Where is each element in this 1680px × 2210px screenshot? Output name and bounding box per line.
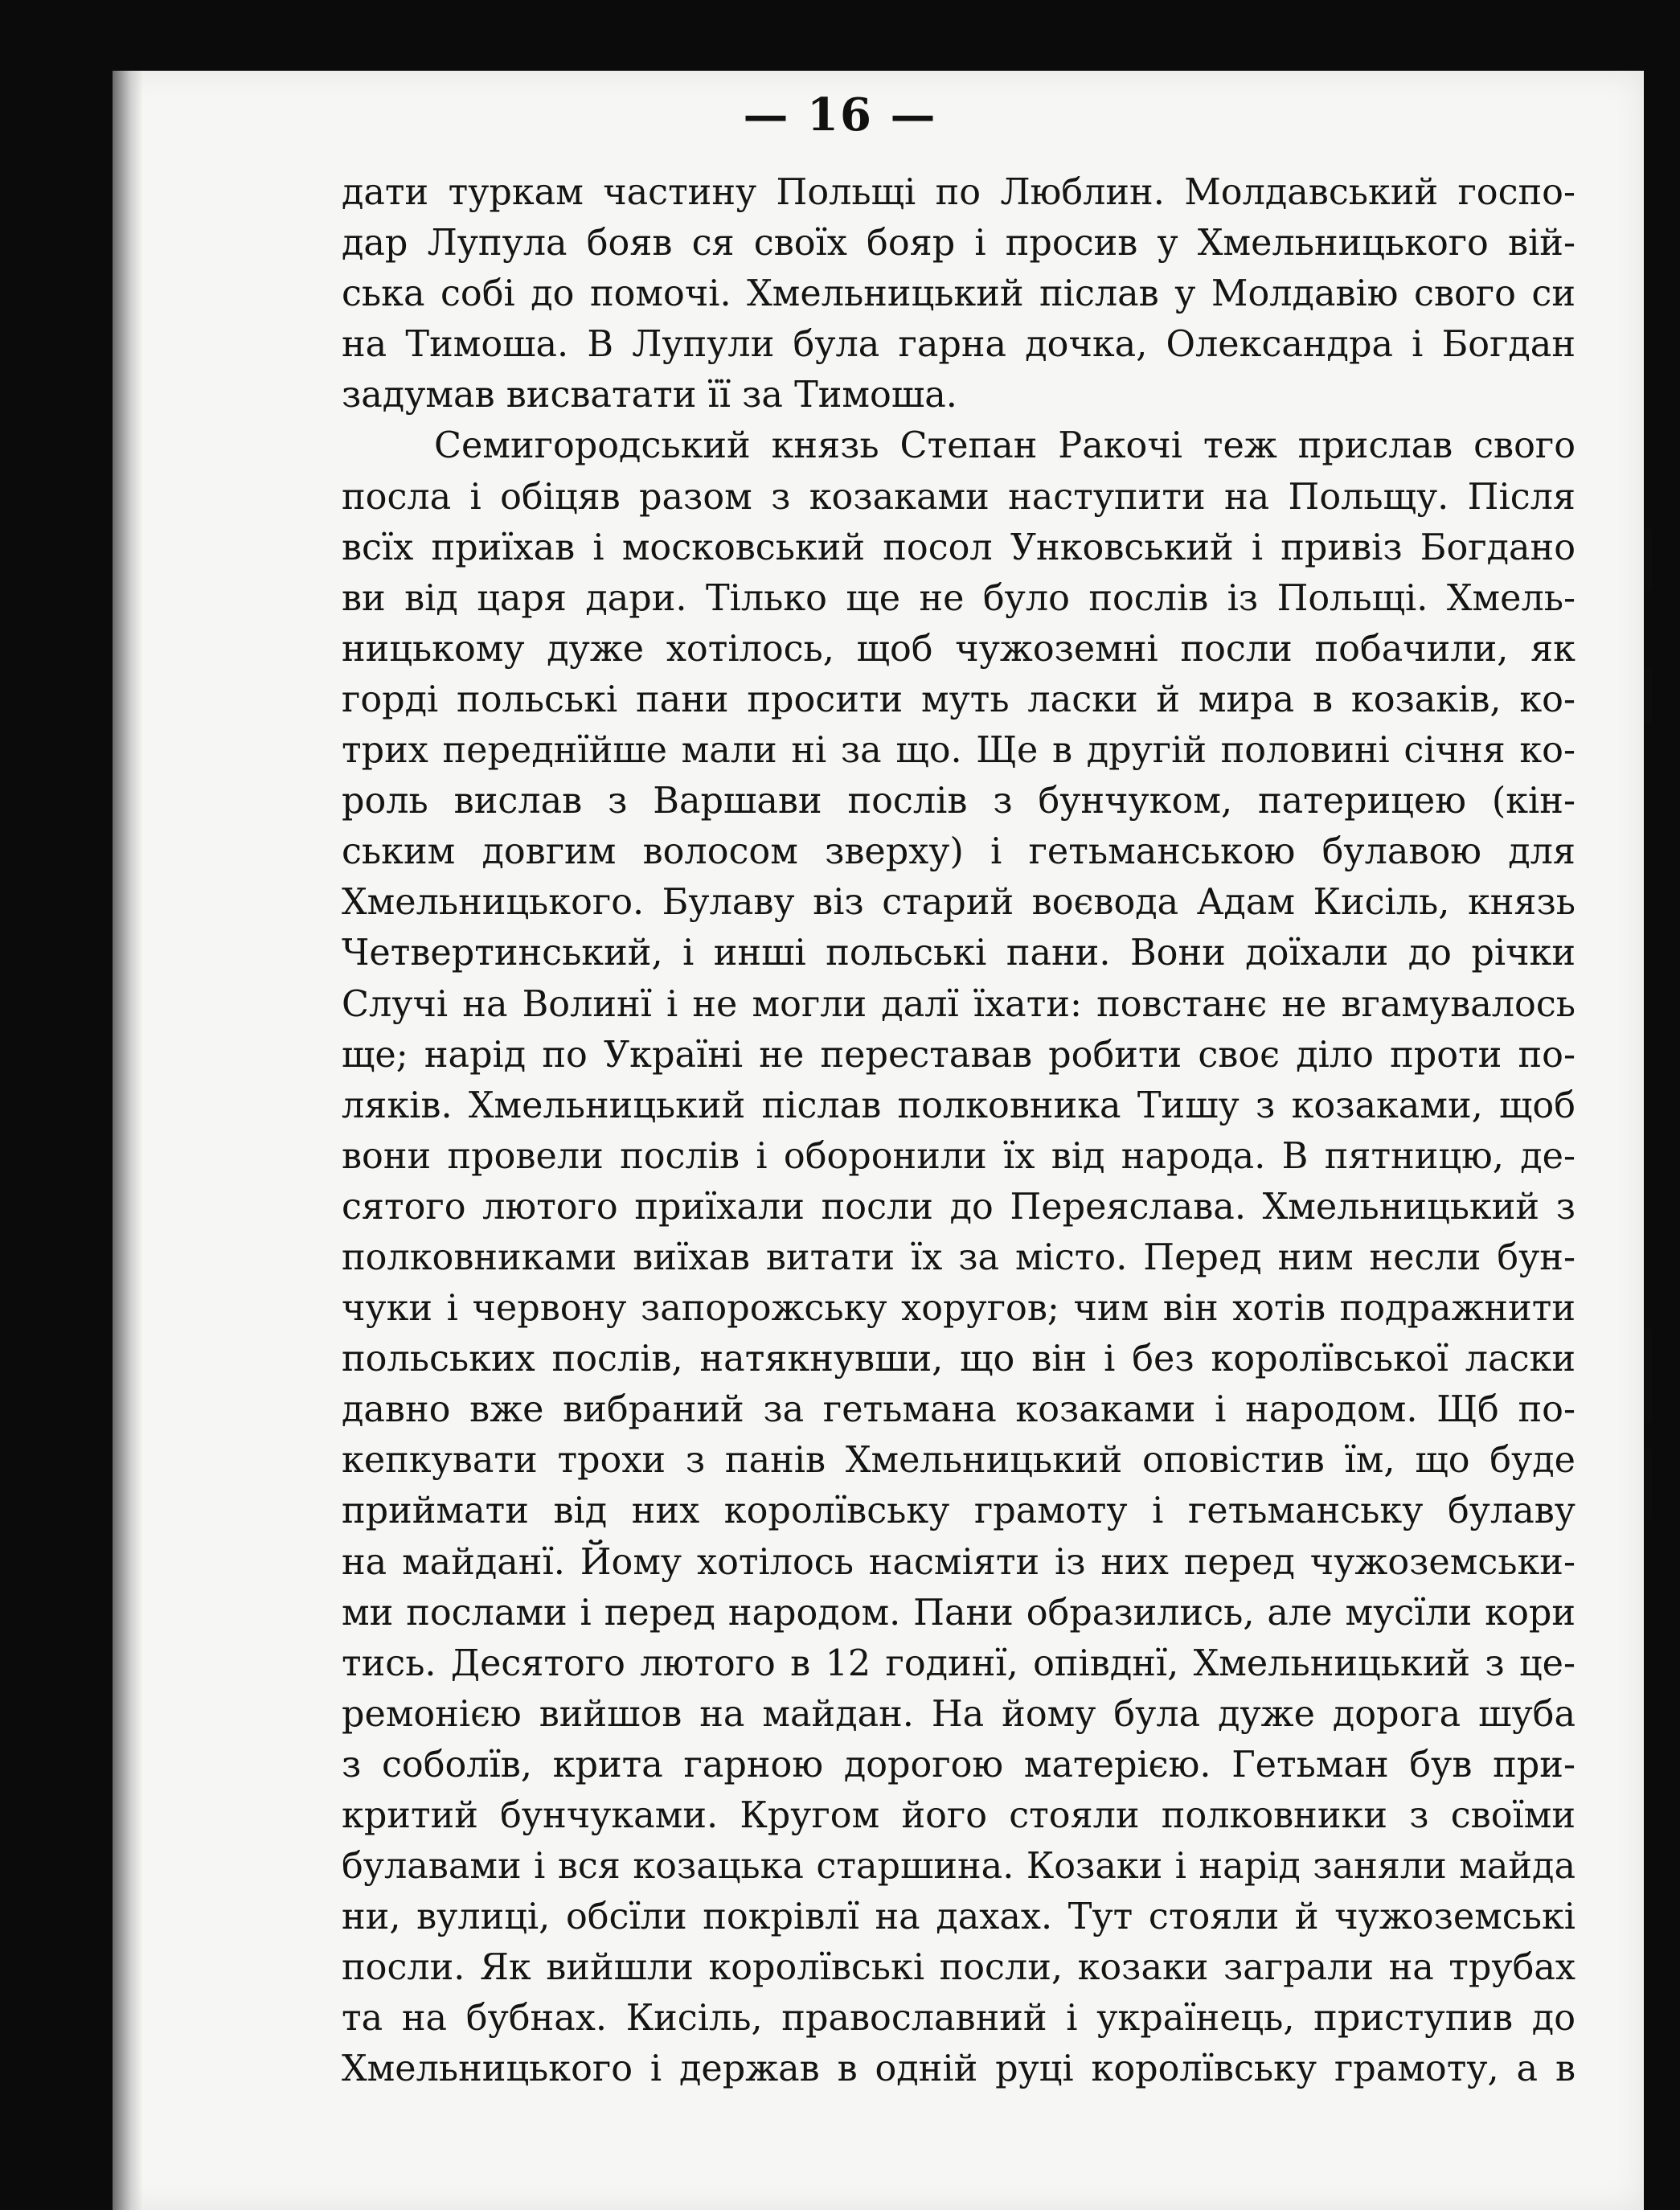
text-line: Хмельницького. Булаву віз старий воєвода Адам Кисіль, князь [342,882,1576,924]
text-line: посла і обіцяв разом з козаками наступити на Польщу. Після [342,476,1576,518]
margin-scan-mark [1645,1447,1652,1519]
text-line: на Тимоша. В Лупули була гарна дочка, Олександра і Богдан [342,324,1576,366]
page-number: — 16 — [743,88,937,141]
text-line: полковниками виїхав витати їх за місто. Перед ним несли бун- [342,1236,1576,1278]
paragraph-start-line: Семигородський князь Степан Ракочі теж прислав свого [434,425,1576,467]
text-line: ським довгим волосом зверху) і гетьманською булавою для [342,831,1576,873]
text-line: задумав висватати її за Тимоша. [342,375,957,416]
text-line: кепкувати трохи з панів Хмельницький оповістив їм, що буде [342,1440,1576,1482]
text-line: з соболїв, крита гарною дорогою матерією. Гетьман був при- [342,1744,1576,1786]
text-line: сятого лютого приїхали посли до Переяслава. Хмельницький з [342,1186,1576,1228]
text-line: Четвертинський, і инші польські пани. Вони доїхали до річки [342,933,1576,974]
text-line: трих переднїйше мали ні за що. Ще в другій половині січня ко- [342,730,1576,772]
text-line: ни, вулиці, обсїли покрівлї на дахах. Тут стояли й чужоземські [342,1896,1576,1938]
text-line: посли. Як вийшли королївські посли, козаки заграли на трубах [342,1947,1576,1989]
margin-scan-mark [1645,527,1652,591]
text-line: Хмельницького і держав в одній руці королївську грамоту, а в [342,2048,1576,2090]
text-line: на майданї. Йому хотілось насміяти із них перед чужоземськи- [342,1541,1576,1583]
text-line: дати туркам частину Польщі по Люблин. Молдавський госпо- [342,172,1576,213]
text-line: чуки і червону запорожську хоругов; чим він хотів подражнити [342,1288,1576,1330]
text-line: ми послами і перед народом. Пани образились, але мусїли кори [342,1592,1576,1634]
margin-scan-mark [1645,1326,1652,1423]
text-line: булавами і вся козацька старшина. Козаки і нарід заняли майда [342,1846,1576,1888]
text-line: ще; нарід по Україні не переставав робити своє діло проти по- [342,1034,1576,1076]
text-line: ви від царя дари. Тілько ще не було послів із Польщі. Хмель- [342,577,1576,619]
text-line: Случі на Волинї і не могли далї їхати: повстанє не вгамувалось [342,983,1576,1025]
text-line: всїх приїхав і московський посол Унковський і привіз Богдано [342,527,1576,568]
page-spine-shadow [113,71,143,2210]
text-line: критий бунчуками. Кругом його стояли полковники з своїми [342,1795,1576,1836]
text-line: приймати від них королївську грамоту і гетьманську булаву [342,1490,1576,1532]
margin-scan-mark [1645,667,1652,724]
text-line: ляків. Хмельницький післав полковника Тишу з козаками, щоб [342,1084,1576,1126]
text-line: дар Лупула бояв ся своїх бояр і просив у Хмельницького вій- [342,223,1576,264]
text-line: ремонією вийшов на майдан. На йому була дуже дорога шуба [342,1693,1576,1735]
text-line: польських послів, натякнувши, що він і без королївської ласки [342,1339,1576,1380]
text-line: ська собі до помочі. Хмельницький післав у Молдавію свого си [342,273,1576,315]
text-line: ницькому дуже хотілось, щоб чужоземні посли побачили, як [342,628,1576,670]
text-line: давно вже вибраний за гетьмана козаками і народом. Щб по- [342,1389,1576,1431]
text-line: роль вислав з Варшави послів з бунчуком, патерицею (кін- [342,781,1576,822]
text-line: тись. Десятого лютого в 12 годинї, опівднї, Хмельницький з це- [342,1642,1576,1684]
text-line: та на бубнах. Кисіль, православний і українець, приступив до [342,1998,1576,2040]
body-text [342,167,1576,2095]
text-line: вони провели послів і оборонили їх від народа. В пятницю, де- [342,1135,1576,1177]
text-line: горді польські пани просити муть ласки й мира в козаків, ко- [342,679,1576,720]
